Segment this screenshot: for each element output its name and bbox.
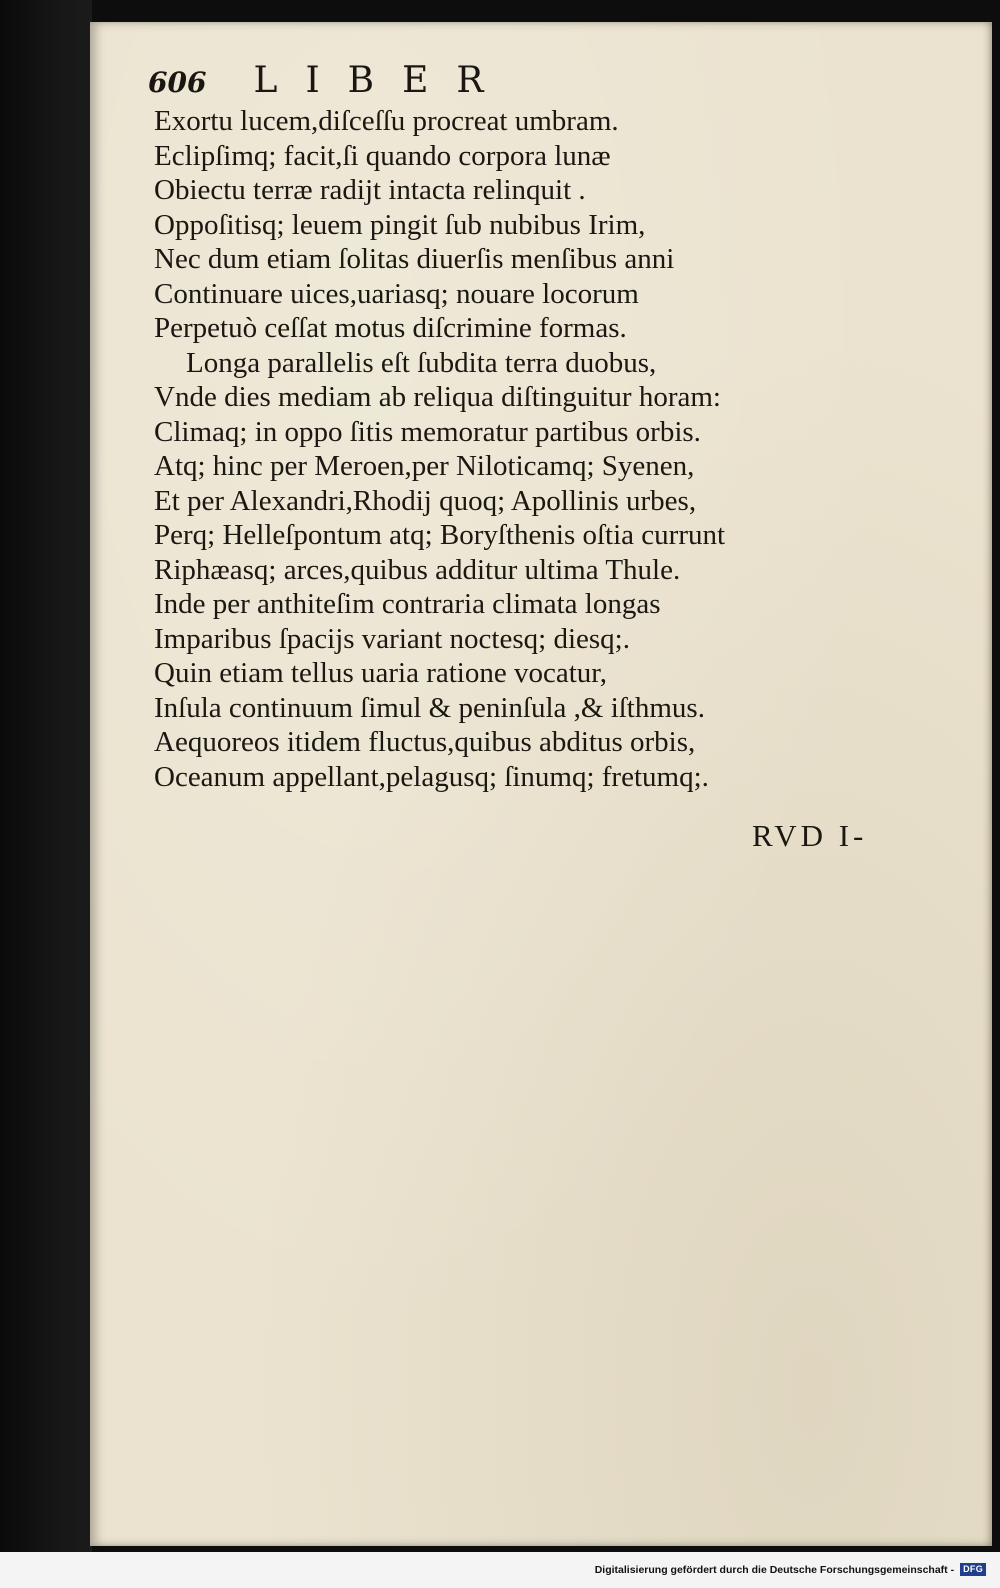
verse-line: Climaq; in oppo ſitis memoratur partibus orbis. xyxy=(154,415,701,448)
running-head: LIBER xyxy=(253,60,512,101)
page-header xyxy=(148,60,512,101)
verse-line: Vnde dies mediam ab reliqua diſtinguitur horam: xyxy=(154,381,721,413)
digitization-credit xyxy=(595,1563,986,1576)
verse-line: Aequoreos itidem fluctus,quibus abditus orbis, xyxy=(154,726,696,758)
verse-line: Imparibus ſpacijs variant noctesq; diesq;. xyxy=(154,622,630,655)
verse-line: Et per Alexandri,Rhodij quoq; Apollinis urbes, xyxy=(154,484,697,517)
verse-line: Exortu lucem,diſceſſu procreat umbram. xyxy=(154,105,619,137)
verse-line: Continuare uices,uariasq; nouare locorum xyxy=(154,277,639,310)
verse-line: Atq; hinc per Meroen,per Niloticamq; Syenen, xyxy=(154,450,695,482)
page-gutter-shadow xyxy=(982,22,992,1546)
verse-line: Oppoſitisq; leuem pingit ſub nubibus Irim, xyxy=(154,208,646,241)
verse-line: Oceanum appellant,pelagusq; ſinumq; fretumq;. xyxy=(154,760,709,793)
verse-line: Inſula continuum ſimul & peninſula ,& iſthmus. xyxy=(154,691,705,724)
page-number: 606 xyxy=(148,66,207,99)
verse-line: Inde per anthiteſim contraria climata longas xyxy=(154,588,661,620)
verse-line: Longa parallelis eſt ſubdita terra duobus, xyxy=(186,346,657,379)
dfg-logo: DFG xyxy=(960,1563,986,1576)
verse-line: Nec dum etiam ſolitas diuerſis menſibus anni xyxy=(154,243,675,275)
scanner-border xyxy=(0,0,92,1588)
verse-line: Perpetuò ceſſat motus diſcrimine formas. xyxy=(154,312,627,344)
verse-line: Perq; Helleſpontum atq; Boryſthenis oſtia currunt xyxy=(154,519,726,551)
verse-text xyxy=(154,104,874,794)
catchword: RVD I- xyxy=(752,818,868,853)
credit-text: Digitalisierung gefördert durch die Deutsche Forschungsgemeinschaft - xyxy=(594,1563,955,1576)
verse-line: Eclipſimq; facit,ſi quando corpora lunæ xyxy=(154,139,611,172)
verse-line: Obiectu terræ radijt intacta relinquit . xyxy=(154,174,586,206)
verse-line: Riphæasq; arces,quibus additur ultima Thule. xyxy=(154,553,681,586)
verse-line: Quin etiam tellus uaria ratione vocatur, xyxy=(154,657,608,689)
